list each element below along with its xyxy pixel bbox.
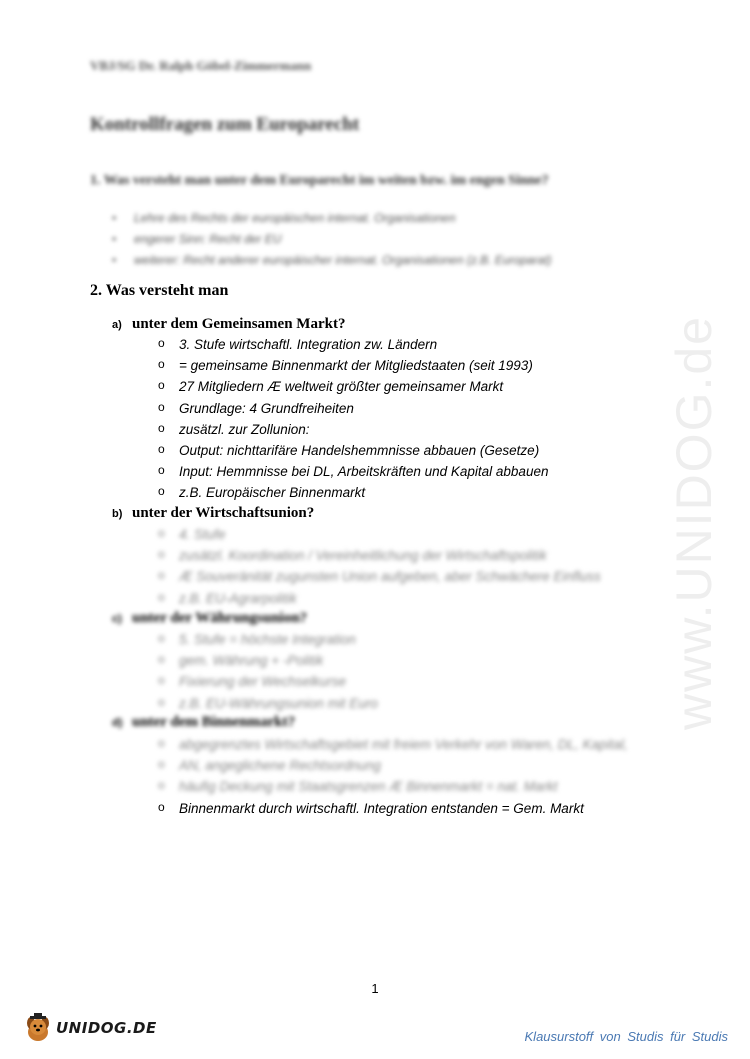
list-item: o AN, angeglichene Rechtsordnung	[157, 755, 628, 776]
bullet-item: • engerer Sinn: Recht der EU	[112, 229, 552, 250]
section-a-list	[157, 334, 548, 504]
section-d-list-visible	[157, 798, 584, 819]
list-item: o zusätzl. Koordination / Vereinheitlichung der Wirtschaftspolitik	[157, 545, 601, 566]
logo-text: UNIDOG.DE	[56, 1019, 157, 1037]
section-title: unter dem Binnenmarkt?	[132, 714, 296, 730]
list-item: o abgegrenztes Wirtschaftsgebiet mit freiem Verkehr von Waren, DL, Kapital,	[157, 734, 628, 755]
list-item: o z.B. EU-Agrarpolitik	[157, 588, 601, 609]
list-item: o 27 Mitgliedern Æ weltweit größter gemeinsamer Markt	[157, 376, 548, 397]
list-item: o häufig Deckung mit Staatsgrenzen Æ Binnenmarkt = nat. Markt	[157, 776, 628, 797]
bullet-item: • weiterer: Recht anderer europäischer internat. Organisationen (z.B. Europarat)	[112, 250, 552, 271]
unidog-logo[interactable]	[22, 1010, 162, 1046]
section-b-list	[157, 524, 601, 609]
list-item: o Æ Souveränität zugunsten Union aufgeben, aber Schwächere Einfluss	[157, 566, 601, 587]
list-item: o z.B. EU-Währungsunion mit Euro	[157, 693, 378, 714]
question-1-heading: 1. Was versteht man unter dem Europarecht im weiten bzw. im engen Sinne?	[90, 173, 549, 188]
page-number: 1	[371, 981, 379, 996]
footer-tagline: Klausurstoff von Studis für Studis	[524, 1029, 728, 1044]
list-item: o z.B. Europäischer Binnenmarkt	[157, 482, 548, 503]
section-title: unter der Währungsunion?	[132, 610, 308, 626]
list-item: o 5. Stufe = höchste Integration	[157, 629, 378, 650]
list-item: o zusätzl. zur Zollunion:	[157, 419, 548, 440]
watermark-text: www.UNIDOG.de	[666, 315, 722, 730]
document-title: Kontrollfragen zum Europarecht	[90, 114, 360, 135]
list-item: o Output: nichttarifäre Handelshemmnisse abbauen (Gesetze)	[157, 440, 548, 461]
question-1-bullet-list	[112, 208, 552, 271]
dog-mascot-icon	[22, 1012, 54, 1044]
section-b-label	[112, 505, 314, 522]
section-c-list	[157, 629, 378, 714]
section-letter: d)	[112, 717, 123, 729]
section-a-label	[112, 316, 345, 333]
section-c-label	[112, 610, 307, 627]
section-letter: b)	[112, 508, 123, 520]
list-item: o 4. Stufe	[157, 524, 601, 545]
question-2-heading: 2. Was versteht man	[90, 282, 229, 299]
list-item: o Fixierung der Wechselkurse	[157, 671, 378, 692]
section-title: unter der Wirtschaftsunion?	[132, 505, 315, 521]
list-item: o = gemeinsame Binnenmarkt der Mitgliedstaaten (seit 1993)	[157, 355, 548, 376]
author-line: VBJ/SG Dr. Ralph Göbel-Zimmermann	[90, 58, 312, 73]
list-item: o gem. Währung + -Politik	[157, 650, 378, 671]
section-title: unter dem Gemeinsamen Markt?	[132, 316, 346, 332]
section-d-list-blurred	[157, 734, 628, 798]
bullet-item: • Lehre des Rechts der europäischen internat. Organisationen	[112, 208, 552, 229]
list-item: o Input: Hemmnisse bei DL, Arbeitskräften und Kapital abbauen	[157, 461, 548, 482]
list-item: o Binnenmarkt durch wirtschaftl. Integration entstanden = Gem. Markt	[157, 798, 584, 819]
section-letter: a)	[112, 319, 122, 331]
list-item: o 3. Stufe wirtschaftl. Integration zw. Ländern	[157, 334, 548, 355]
list-item: o Grundlage: 4 Grundfreiheiten	[157, 398, 548, 419]
section-d-label	[112, 714, 295, 731]
section-letter: c)	[112, 613, 122, 625]
